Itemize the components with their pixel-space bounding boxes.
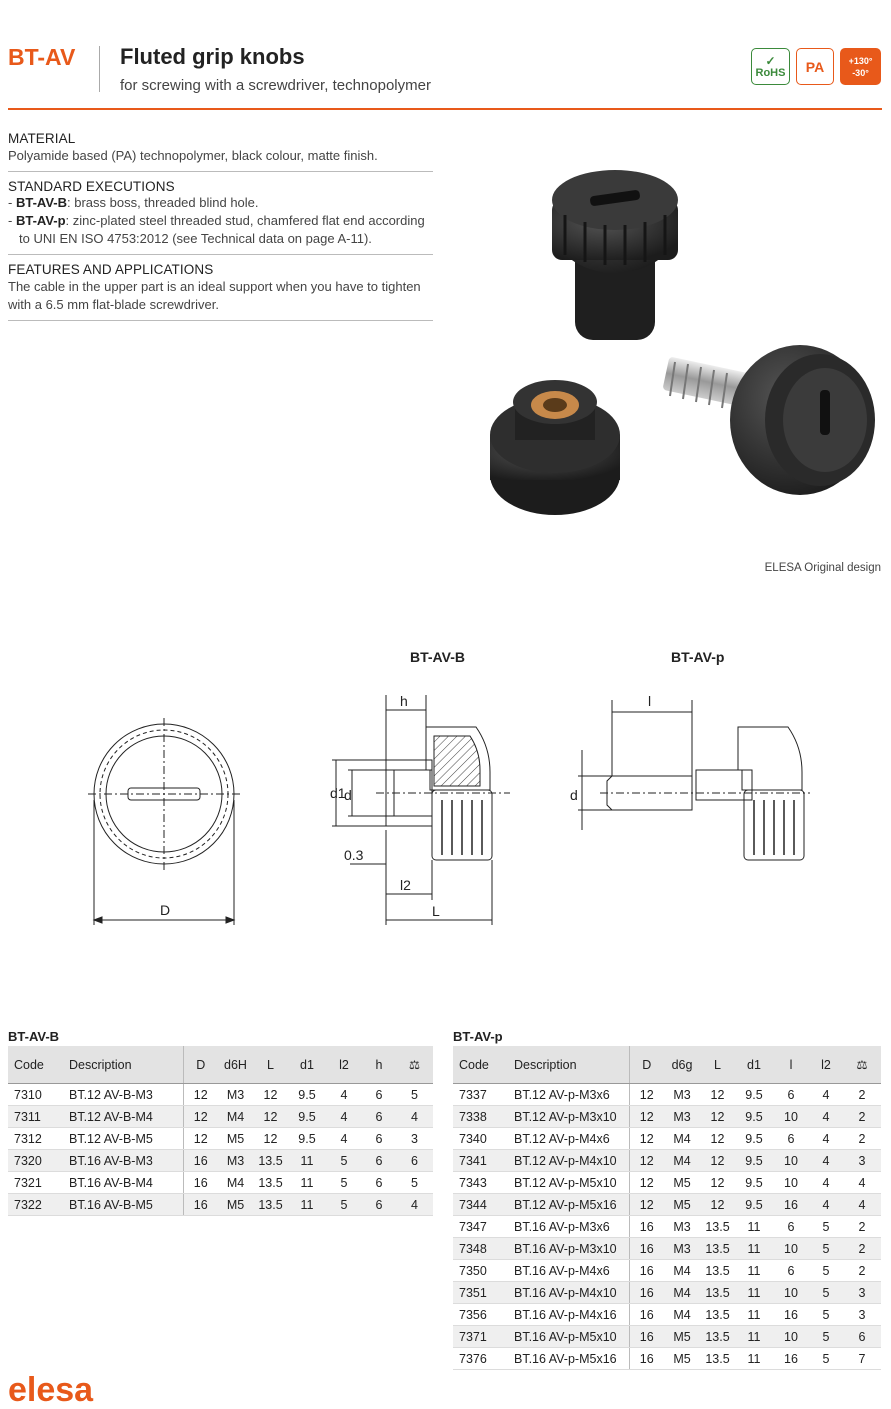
table-cell: 12 (629, 1084, 664, 1106)
table-cell: 16 (629, 1260, 664, 1282)
table-cell: 4 (326, 1128, 362, 1150)
table-cell: 12 (700, 1172, 735, 1194)
table-cell: 4 (326, 1084, 362, 1106)
drawing-label-p: BT-AV-p (671, 649, 725, 665)
material-text: Polyamide based (PA) technopolymer, black colour, matte finish. (8, 148, 378, 163)
table-cell: 13.5 (253, 1194, 288, 1216)
table-cell: 2 (843, 1260, 881, 1282)
table-cell: 7 (843, 1348, 881, 1370)
table-cell: 12 (629, 1150, 664, 1172)
dim-label-D: D (160, 902, 171, 918)
column-header: D (629, 1046, 664, 1084)
temperature-badge (840, 48, 881, 85)
column-header: d1 (735, 1046, 773, 1084)
column-header: ⚖ (843, 1046, 881, 1084)
table-cell: BT.16 AV-B-M3 (63, 1150, 183, 1172)
dim-label-gap: 0.3 (344, 847, 364, 863)
table-caption-p: BT-AV-p (453, 1029, 503, 1044)
table-cell: 5 (809, 1304, 843, 1326)
check-icon: ✓ (765, 53, 776, 68)
dim-label-d: d (344, 787, 352, 803)
table-cell: BT.16 AV-p-M4x16 (508, 1304, 629, 1326)
table-cell: BT.16 AV-p-M4x6 (508, 1260, 629, 1282)
table-cell: 13.5 (700, 1326, 735, 1348)
table-cell: 10 (773, 1282, 809, 1304)
table-cell: 11 (735, 1326, 773, 1348)
column-header: d6H (218, 1046, 253, 1084)
table-cell: 16 (773, 1194, 809, 1216)
table-cell: 13.5 (700, 1282, 735, 1304)
table-cell: 11 (735, 1282, 773, 1304)
table-cell: M5 (664, 1348, 700, 1370)
table-row (453, 1326, 881, 1348)
knob-photo-stud (662, 345, 875, 495)
table-cell: 11 (735, 1348, 773, 1370)
table-bt-av-b (8, 1046, 433, 1216)
table-cell: BT.16 AV-p-M3x6 (508, 1216, 629, 1238)
table-cell: BT.12 AV-B-M3 (63, 1084, 183, 1106)
table-cell: 2 (843, 1128, 881, 1150)
table-cell: 7351 (453, 1282, 508, 1304)
table-cell: 12 (700, 1106, 735, 1128)
elesa-logo: elesa (8, 1371, 94, 1409)
table-cell: M4 (218, 1106, 253, 1128)
side-view-b (332, 695, 510, 925)
table-cell: BT.16 AV-p-M5x16 (508, 1348, 629, 1370)
table-cell: BT.12 AV-p-M3x6 (508, 1084, 629, 1106)
table-cell: 7348 (453, 1238, 508, 1260)
header-divider (99, 46, 100, 92)
table-cell: 12 (629, 1128, 664, 1150)
table-cell: M5 (664, 1172, 700, 1194)
table-cell: 4 (809, 1150, 843, 1172)
table-cell: 2 (843, 1106, 881, 1128)
execution-text: : brass boss, threaded blind hole. (67, 195, 259, 210)
table-cell: 6 (396, 1150, 433, 1172)
table-cell: 5 (809, 1216, 843, 1238)
table-cell: M5 (218, 1194, 253, 1216)
table-cell: 13.5 (700, 1238, 735, 1260)
table-cell: M3 (664, 1106, 700, 1128)
table-cell: 4 (809, 1084, 843, 1106)
table-cell: 9.5 (735, 1128, 773, 1150)
execution-code: BT-AV-B (15, 195, 67, 210)
table-cell: M4 (664, 1150, 700, 1172)
table-cell: 7340 (453, 1128, 508, 1150)
table-cell: 3 (843, 1282, 881, 1304)
table-cell: BT.12 AV-p-M3x10 (508, 1106, 629, 1128)
table-cell: BT.12 AV-p-M4x10 (508, 1150, 629, 1172)
page-title: Fluted grip knobs (120, 44, 305, 69)
table-cell: 4 (843, 1172, 881, 1194)
table-row (8, 1106, 433, 1128)
dim-label-h: h (400, 693, 408, 709)
table-cell: 7356 (453, 1304, 508, 1326)
table-cell: 10 (773, 1238, 809, 1260)
table-caption-b: BT-AV-B (8, 1029, 60, 1044)
table-cell: 3 (396, 1128, 433, 1150)
column-header: ⚖ (396, 1046, 433, 1084)
features-section (8, 262, 433, 321)
table-cell: BT.12 AV-B-M4 (63, 1106, 183, 1128)
table-row (453, 1304, 881, 1326)
side-view-p (578, 700, 810, 860)
table-cell: 6 (773, 1216, 809, 1238)
front-view (88, 718, 240, 925)
table-cell: 7337 (453, 1084, 508, 1106)
table-cell: 6 (362, 1172, 396, 1194)
technical-drawing (80, 680, 810, 930)
table-cell: 7320 (8, 1150, 63, 1172)
table-cell: 16 (773, 1304, 809, 1326)
table-cell: 16 (629, 1326, 664, 1348)
table-cell: 16 (629, 1304, 664, 1326)
execution-text: : zinc-plated steel threaded stud, chamfered flat end according to UNI EN ISO 4753:2012 (see Technical data on page A-11). (19, 213, 425, 246)
table-cell: 9.5 (735, 1172, 773, 1194)
column-header: h (362, 1046, 396, 1084)
standard-executions-section (8, 179, 433, 255)
table-cell: 3 (843, 1150, 881, 1172)
product-code: BT-AV (8, 44, 76, 70)
column-header: Code (8, 1046, 63, 1084)
table-row (453, 1128, 881, 1150)
table-cell: 4 (396, 1194, 433, 1216)
features-heading: FEATURES AND APPLICATIONS (8, 262, 214, 277)
knob-photo-top (552, 170, 678, 340)
table-cell: 11 (288, 1172, 326, 1194)
table-cell: 12 (183, 1106, 218, 1128)
dim-label-l: l (648, 693, 652, 709)
table-cell: 5 (809, 1348, 843, 1370)
table-cell: 16 (629, 1216, 664, 1238)
table-cell: 10 (773, 1106, 809, 1128)
table-cell: 16 (183, 1150, 218, 1172)
execution-code: BT-AV-p (15, 213, 66, 228)
table-row (8, 1084, 433, 1106)
knob-photo-brass (490, 380, 620, 515)
page-subtitle: for screwing with a screwdriver, technopolymer (120, 77, 431, 94)
table-cell: 16 (629, 1238, 664, 1260)
table-cell: M5 (664, 1194, 700, 1216)
table-row (453, 1216, 881, 1238)
table-cell: 5 (809, 1238, 843, 1260)
table-cell: BT.12 AV-p-M5x10 (508, 1172, 629, 1194)
rohs-badge (751, 48, 790, 85)
table-cell: 2 (843, 1216, 881, 1238)
table-cell: 13.5 (700, 1216, 735, 1238)
material-heading: MATERIAL (8, 131, 76, 146)
table-cell: BT.16 AV-p-M4x10 (508, 1282, 629, 1304)
dim-label-l2: l2 (400, 877, 411, 893)
section-divider (8, 171, 433, 172)
table-cell: 12 (253, 1128, 288, 1150)
table-cell: 12 (629, 1106, 664, 1128)
table-cell: 4 (809, 1172, 843, 1194)
table-cell: 7338 (453, 1106, 508, 1128)
table-cell: 13.5 (700, 1348, 735, 1370)
table-cell: 10 (773, 1326, 809, 1348)
table-cell: BT.16 AV-p-M5x10 (508, 1326, 629, 1348)
table-row (453, 1238, 881, 1260)
table-cell: BT.12 AV-p-M5x16 (508, 1194, 629, 1216)
table-cell: 6 (362, 1194, 396, 1216)
table-cell: M4 (664, 1282, 700, 1304)
drawing-label-b: BT-AV-B (410, 649, 465, 665)
table-row (453, 1194, 881, 1216)
table-row (453, 1282, 881, 1304)
column-header: d1 (288, 1046, 326, 1084)
table-cell: 10 (773, 1172, 809, 1194)
column-header: L (700, 1046, 735, 1084)
material-badge: PA (796, 48, 834, 85)
table-bt-av-p (453, 1046, 881, 1370)
table-cell: BT.12 AV-p-M4x6 (508, 1128, 629, 1150)
table-cell: 7312 (8, 1128, 63, 1150)
table-cell: 6 (773, 1128, 809, 1150)
table-row (453, 1150, 881, 1172)
table-cell: 5 (396, 1084, 433, 1106)
table-cell: 11 (288, 1150, 326, 1172)
table-cell: 13.5 (253, 1172, 288, 1194)
column-header: Description (63, 1046, 183, 1084)
table-cell: 9.5 (288, 1128, 326, 1150)
column-header: d6g (664, 1046, 700, 1084)
table-cell: 4 (396, 1106, 433, 1128)
table-cell: 11 (735, 1216, 773, 1238)
table-cell: 7311 (8, 1106, 63, 1128)
table-cell: M3 (218, 1084, 253, 1106)
table-cell: M4 (664, 1304, 700, 1326)
table-cell: M3 (664, 1216, 700, 1238)
table-cell: 7347 (453, 1216, 508, 1238)
table-cell: 12 (700, 1084, 735, 1106)
table-cell: 9.5 (735, 1150, 773, 1172)
table-row (453, 1348, 881, 1370)
table-cell: 9.5 (735, 1106, 773, 1128)
execution-item-b: - BT-AV-B: brass boss, threaded blind hole. (8, 195, 259, 210)
table-cell: M3 (664, 1238, 700, 1260)
execution-item-p: - BT-AV-p: zinc-plated steel threaded stud, chamfered flat end according to UNI EN ISO 4753:2012 (see Technical data on page A-11). (8, 213, 425, 246)
column-header: L (253, 1046, 288, 1084)
dim-label-d1: d1 (330, 785, 346, 801)
table-cell: 6 (773, 1084, 809, 1106)
table-row (8, 1128, 433, 1150)
table-cell: BT.16 AV-B-M5 (63, 1194, 183, 1216)
table-cell: 13.5 (253, 1150, 288, 1172)
table-cell: 7341 (453, 1150, 508, 1172)
table-cell: BT.12 AV-B-M5 (63, 1128, 183, 1150)
table-cell: 12 (700, 1128, 735, 1150)
table-cell: M5 (664, 1326, 700, 1348)
table-cell: 6 (773, 1260, 809, 1282)
table-row (453, 1106, 881, 1128)
table-cell: 7371 (453, 1326, 508, 1348)
table-cell: 5 (809, 1326, 843, 1348)
column-header: Code (453, 1046, 508, 1084)
table-cell: 5 (326, 1150, 362, 1172)
column-header: l2 (809, 1046, 843, 1084)
table-row (8, 1150, 433, 1172)
table-cell: M3 (218, 1150, 253, 1172)
table-cell: 7376 (453, 1348, 508, 1370)
table-cell: 2 (843, 1084, 881, 1106)
material-section (8, 131, 433, 172)
column-header: l (773, 1046, 809, 1084)
table-cell: 5 (326, 1172, 362, 1194)
table-cell: 4 (809, 1128, 843, 1150)
standard-heading: STANDARD EXECUTIONS (8, 179, 175, 194)
table-cell: 16 (629, 1348, 664, 1370)
table-cell: 11 (735, 1238, 773, 1260)
table-cell: 7322 (8, 1194, 63, 1216)
table-cell: 9.5 (288, 1084, 326, 1106)
table-cell: BT.16 AV-B-M4 (63, 1172, 183, 1194)
column-header: D (183, 1046, 218, 1084)
table-cell: 6 (362, 1150, 396, 1172)
dim-label-L: L (432, 903, 440, 919)
column-header: l2 (326, 1046, 362, 1084)
table-cell: 12 (629, 1172, 664, 1194)
table-cell: 6 (362, 1128, 396, 1150)
table-cell: 7344 (453, 1194, 508, 1216)
table-cell: 6 (843, 1326, 881, 1348)
table-cell: 6 (362, 1084, 396, 1106)
table-cell: M4 (664, 1128, 700, 1150)
table-cell: 7321 (8, 1172, 63, 1194)
table-cell: 12 (700, 1194, 735, 1216)
table-cell: 4 (809, 1106, 843, 1128)
table-cell: 3 (843, 1304, 881, 1326)
features-text: The cable in the upper part is an ideal support when you have to tighten with a 6.5 mm flat-blade screwdriver. (8, 279, 421, 312)
table-row (8, 1194, 433, 1216)
table-row (8, 1172, 433, 1194)
table-cell: 9.5 (288, 1106, 326, 1128)
column-header: Description (508, 1046, 629, 1084)
table-cell: 6 (362, 1106, 396, 1128)
table-cell: 12 (253, 1084, 288, 1106)
table-cell: 9.5 (735, 1084, 773, 1106)
table-cell: 12 (183, 1128, 218, 1150)
table-cell: 2 (843, 1238, 881, 1260)
table-cell: 4 (809, 1194, 843, 1216)
table-cell: 5 (396, 1172, 433, 1194)
table-cell: 4 (326, 1106, 362, 1128)
table-cell: 11 (288, 1194, 326, 1216)
table-cell: 11 (735, 1260, 773, 1282)
table-cell: 11 (735, 1304, 773, 1326)
table-cell: 7343 (453, 1172, 508, 1194)
table-cell: M5 (218, 1128, 253, 1150)
table-row (453, 1084, 881, 1106)
table-cell: M3 (664, 1084, 700, 1106)
table-cell: 4 (843, 1194, 881, 1216)
section-divider (8, 254, 433, 255)
product-photo (460, 150, 890, 560)
header-rule (8, 108, 882, 110)
table-row (453, 1260, 881, 1282)
table-cell: 12 (253, 1106, 288, 1128)
table-cell: 5 (809, 1260, 843, 1282)
rohs-label: RoHS (755, 66, 786, 79)
table-cell: 12 (629, 1194, 664, 1216)
table-cell: 5 (809, 1282, 843, 1304)
table-cell: 16 (183, 1194, 218, 1216)
temp-high: +130° (848, 55, 873, 66)
section-divider (8, 320, 433, 321)
table-cell: 5 (326, 1194, 362, 1216)
table-cell: 13.5 (700, 1260, 735, 1282)
temp-low: -30° (852, 67, 869, 78)
table-cell: 16 (183, 1172, 218, 1194)
table-cell: 10 (773, 1150, 809, 1172)
table-cell: M4 (218, 1172, 253, 1194)
table-cell: 13.5 (700, 1304, 735, 1326)
dim-label-d-p: d (570, 787, 578, 803)
table-cell: 16 (773, 1348, 809, 1370)
table-cell: 12 (700, 1150, 735, 1172)
table-cell: 7310 (8, 1084, 63, 1106)
table-cell: 9.5 (735, 1194, 773, 1216)
design-credit: ELESA Original design (764, 562, 881, 574)
table-cell: M4 (664, 1260, 700, 1282)
table-cell: 16 (629, 1282, 664, 1304)
table-row (453, 1172, 881, 1194)
table-cell: BT.16 AV-p-M3x10 (508, 1238, 629, 1260)
table-cell: 7350 (453, 1260, 508, 1282)
table-cell: 12 (183, 1084, 218, 1106)
